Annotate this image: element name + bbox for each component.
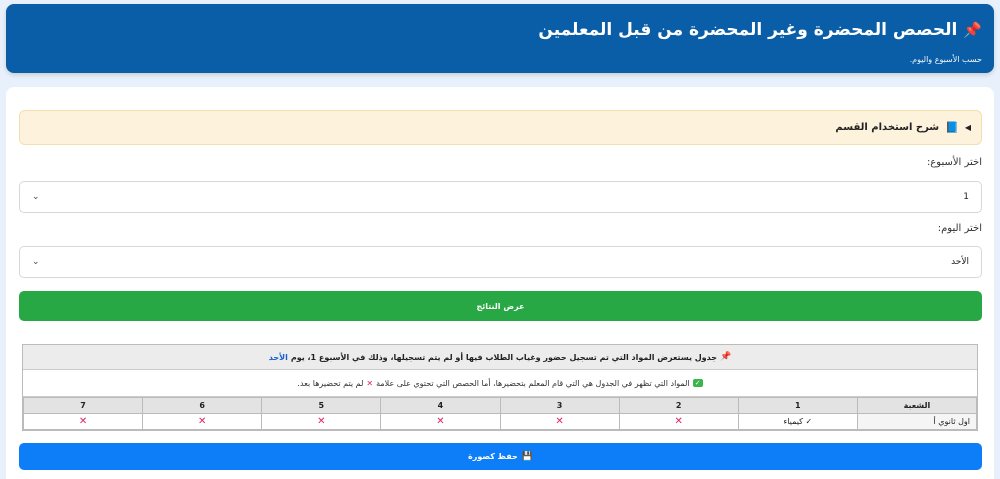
section-cell: اول ثانوي أ <box>857 414 976 430</box>
table-note-part2: لم يتم تحضيرها بعد. <box>297 378 364 388</box>
column-header: 7 <box>24 398 143 414</box>
page-header <box>6 4 994 73</box>
pushpin-icon: 📌 <box>963 21 982 39</box>
week-select-value: 1 <box>963 192 969 202</box>
period-cell: ✕ <box>500 414 619 430</box>
week-select[interactable] <box>19 181 982 213</box>
check-mark-icon: ✓ <box>694 379 701 387</box>
table-caption-text: جدول يستعرض المواد التي تم تسجيل حضور وغياب الطلاب فيها أو لم يتم تسجيلها، وذلك في الأسبوع 1، يوم <box>290 352 718 362</box>
attendance-table-box <box>22 344 978 431</box>
attendance-table <box>23 397 977 430</box>
period-cell: ✕ <box>381 414 500 430</box>
day-select-value: الأحد <box>951 257 969 267</box>
table-note <box>23 370 977 397</box>
page-subtitle: حسب الأسبوع واليوم. <box>909 55 982 64</box>
period-cell: ✕ <box>24 414 143 430</box>
column-header: 3 <box>500 398 619 414</box>
table-caption <box>23 345 977 370</box>
day-select[interactable] <box>19 246 982 278</box>
show-results-button[interactable]: عرض النتائج <box>19 291 982 321</box>
column-header: 2 <box>619 398 738 414</box>
column-header: 4 <box>381 398 500 414</box>
day-label: اختر اليوم: <box>937 223 982 234</box>
column-header: الشعبة <box>857 398 976 414</box>
chevron-down-icon: ⌄ <box>32 257 40 267</box>
week-label: اختر الأسبوع: <box>926 157 982 168</box>
table-row <box>24 414 977 430</box>
column-header: 5 <box>262 398 381 414</box>
page-title <box>538 20 982 40</box>
page-title-text: الحصص المحضرة وغير المحضرة من قبل المعلمين <box>538 20 958 40</box>
column-header: 1 <box>738 398 857 414</box>
period-cell: ✓ كيمياء <box>738 414 857 430</box>
period-cell: ✕ <box>619 414 738 430</box>
floppy-disk-icon: 💾 <box>521 451 533 462</box>
book-icon: 📘 <box>945 121 959 134</box>
pushpin-icon: 📌 <box>720 352 732 362</box>
main-card <box>6 87 994 479</box>
usage-explanation-toggle[interactable] <box>19 110 982 145</box>
save-as-image-button[interactable] <box>19 443 982 470</box>
column-header: 6 <box>143 398 262 414</box>
chevron-down-icon: ⌄ <box>32 192 40 202</box>
period-cell: ✕ <box>143 414 262 430</box>
usage-explanation-label: شرح استخدام القسم <box>835 122 940 133</box>
table-caption-day: الأحد <box>268 352 288 362</box>
cross-mark-icon: ✕ <box>366 378 374 388</box>
period-cell: ✕ <box>262 414 381 430</box>
table-header-row <box>24 398 977 414</box>
table-note-part1: المواد التي تظهر في الجدول هي التي قام المعلم بتحضيرها، أما الحصص التي تحتوي على علامة <box>376 378 690 388</box>
save-as-image-label: حفظ كصورة <box>468 452 518 461</box>
expand-triangle-icon: ◀ <box>964 123 971 132</box>
